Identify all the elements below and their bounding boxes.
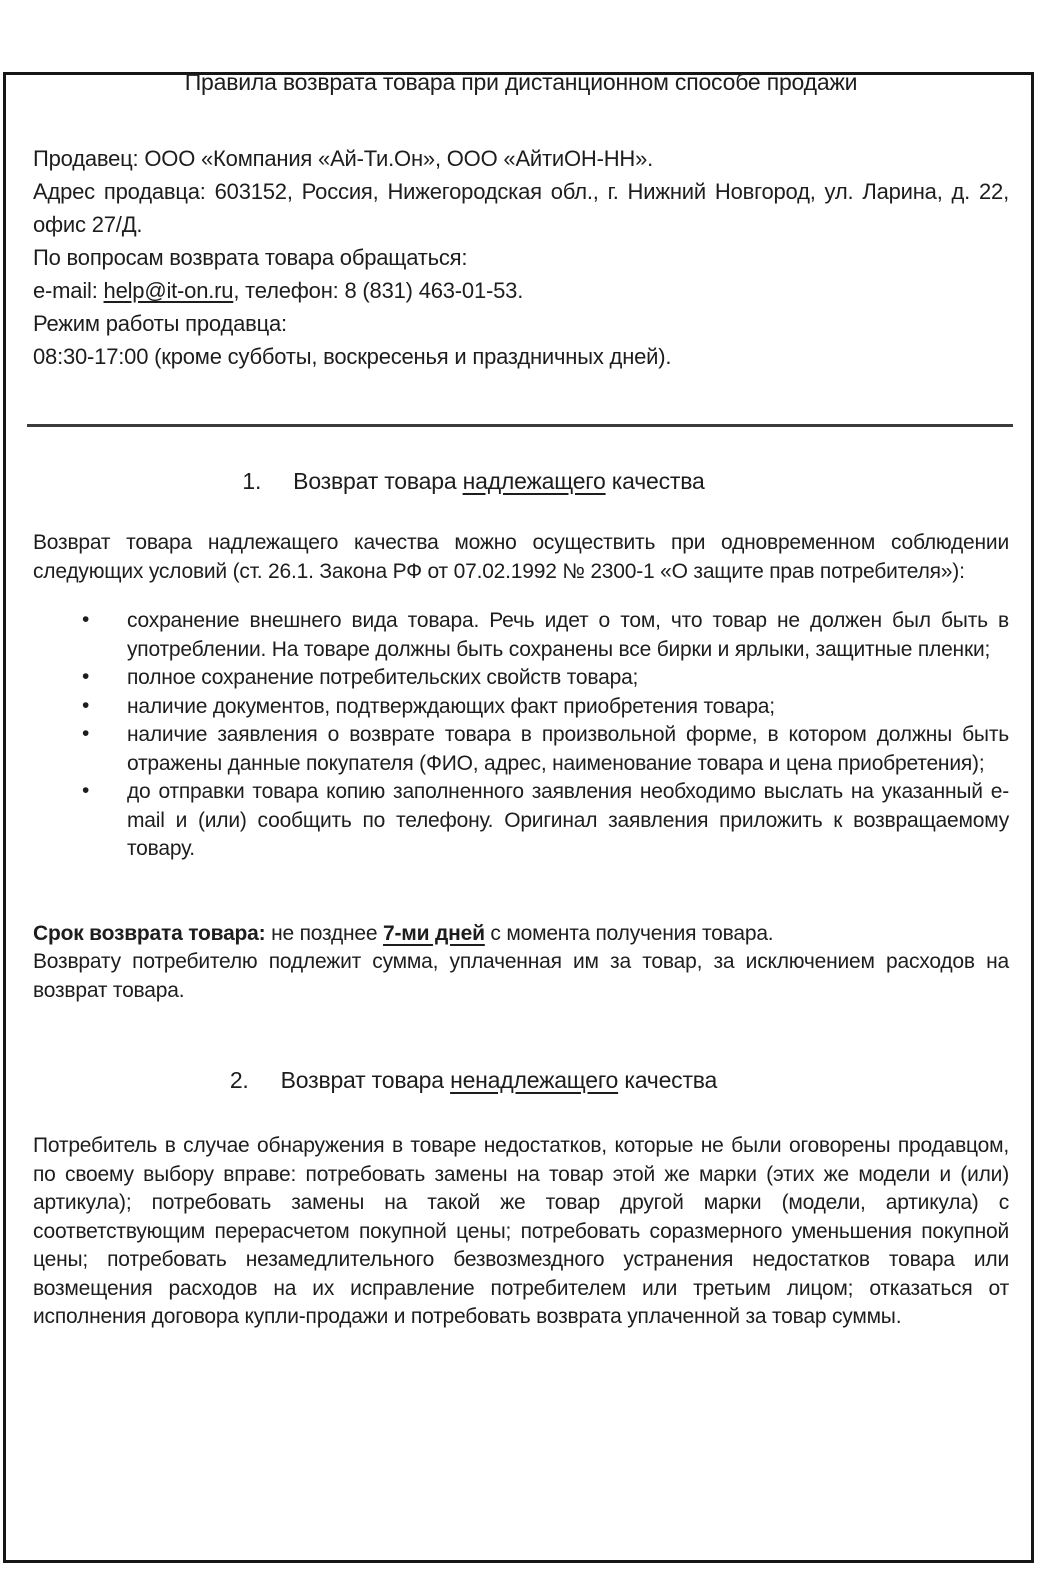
contact-intro-line: По вопросам возврата товара обращаться: xyxy=(33,245,468,270)
section1-intro-paragraph: Возврат товара надлежащего качества можно осуществить при одновременном соблюдении следующих условий (ст. 26.1. Закона РФ от 07.02.1992 № 2300-1 «О защите прав потребителя»): xyxy=(33,531,1009,583)
email-link[interactable]: help@it-on.ru xyxy=(103,278,234,303)
bullet-icon: • xyxy=(82,665,90,688)
seller-info-block xyxy=(33,142,1009,373)
deadline-pre: не позднее xyxy=(265,921,384,945)
horizontal-divider xyxy=(27,424,1013,427)
section1-heading-pre: Возврат товара xyxy=(293,468,463,494)
bullet-icon: • xyxy=(82,722,90,745)
contact-line xyxy=(33,274,1009,307)
page-title: Правила возврата товара при дистанционном способе продажи xyxy=(184,69,858,95)
bullet-text: сохранение внешнего вида товара. Речь идет о том, что товар не должен был быть в употреблении. На товаре должны быть сохранены все бирки и ярлыки, защитные пленки; xyxy=(127,609,1009,661)
deadline-days: 7-ми дней xyxy=(383,921,485,945)
list-item xyxy=(33,778,1009,864)
seller-address-line: Адрес продавца: 603152, Россия, Нижегородская обл., г. Нижний Новгород, ул. Ларина, д. 22, офис 27/Д. xyxy=(33,179,1009,237)
document-content xyxy=(0,69,1039,1332)
document-page xyxy=(0,69,1039,1569)
section2-heading-underlined: ненадлежащего xyxy=(450,1067,619,1093)
bullet-text: наличие документов, подтверждающих факт приобретения товара; xyxy=(127,694,775,718)
section2-heading-post: качества xyxy=(618,1067,718,1093)
section1-number: 1. xyxy=(242,468,262,494)
bullet-icon: • xyxy=(82,693,90,717)
list-item xyxy=(33,607,1009,664)
section1-heading-post: качества xyxy=(605,468,705,494)
deadline-label: Срок возврата товара: xyxy=(33,921,266,945)
seller-line: Продавец: ООО «Компания «Ай-Ти.Он», ООО «АйтиОН-НН». xyxy=(33,146,654,171)
bullet-icon: • xyxy=(82,608,90,631)
list-item xyxy=(33,664,1009,693)
bullet-text: полное сохранение потребительских свойств товара; xyxy=(127,666,639,689)
refund-note-paragraph: Возврату потребителю подлежит сумма, уплаченная им за товар, за исключением расходов на возврат товара. xyxy=(33,950,1009,1002)
bullet-icon: • xyxy=(82,779,90,802)
section1-heading xyxy=(33,468,1009,495)
bullet-text: до отправки товара копию заполненного заявления необходимо выслать на указанный e-mail и (или) сообщить по телефону. Оригинал заявления приложить к возвращаемому товару. xyxy=(127,780,1009,860)
deadline-post: с момента получения товара. xyxy=(484,921,774,945)
schedule-label-line: Режим работы продавца: xyxy=(33,311,287,336)
section2-number: 2. xyxy=(229,1067,249,1093)
list-item xyxy=(33,721,1009,778)
email-label: e-mail: xyxy=(33,278,104,303)
section1-heading-underlined: надлежащего xyxy=(462,468,606,494)
return-deadline-paragraph xyxy=(33,920,1009,949)
section2-heading-pre: Возврат товара xyxy=(280,1067,451,1093)
section2-body-paragraph: Потребитель в случае обнаружения в товаре недостатков, которые не были оговорены продавцом, по своему выбору вправе: потребовать замены на товар этой же марки (этих же модели и (или) артикула); потребовать замены на такой же товар другой марки (модели, артикула) с соответствующим перерасчетом покупной цены; потребовать соразмерного уменьшения покупной цены; потребовать незамедлительного безвозмездного устранения недостатков товара или возмещения расходов на их исправление потребителем или третьим лицом; отказаться от исполнения договора купли-продажи и потребовать возврата уплаченной за товар суммы. xyxy=(33,1134,1009,1328)
list-item xyxy=(33,693,1009,722)
section2-heading xyxy=(33,1067,1009,1094)
schedule-line: 08:30-17:00 (кроме субботы, воскресенья и праздничных дней). xyxy=(33,344,672,369)
section1-bullet-list xyxy=(33,607,1009,864)
bullet-text: наличие заявления о возврате товара в произвольной форме, в котором должны быть отражены данные покупателя (ФИО, адрес, наименование товара и цена приобретения); xyxy=(127,723,1009,775)
phone-text: , телефон: 8 (831) 463-01-53. xyxy=(233,278,524,303)
